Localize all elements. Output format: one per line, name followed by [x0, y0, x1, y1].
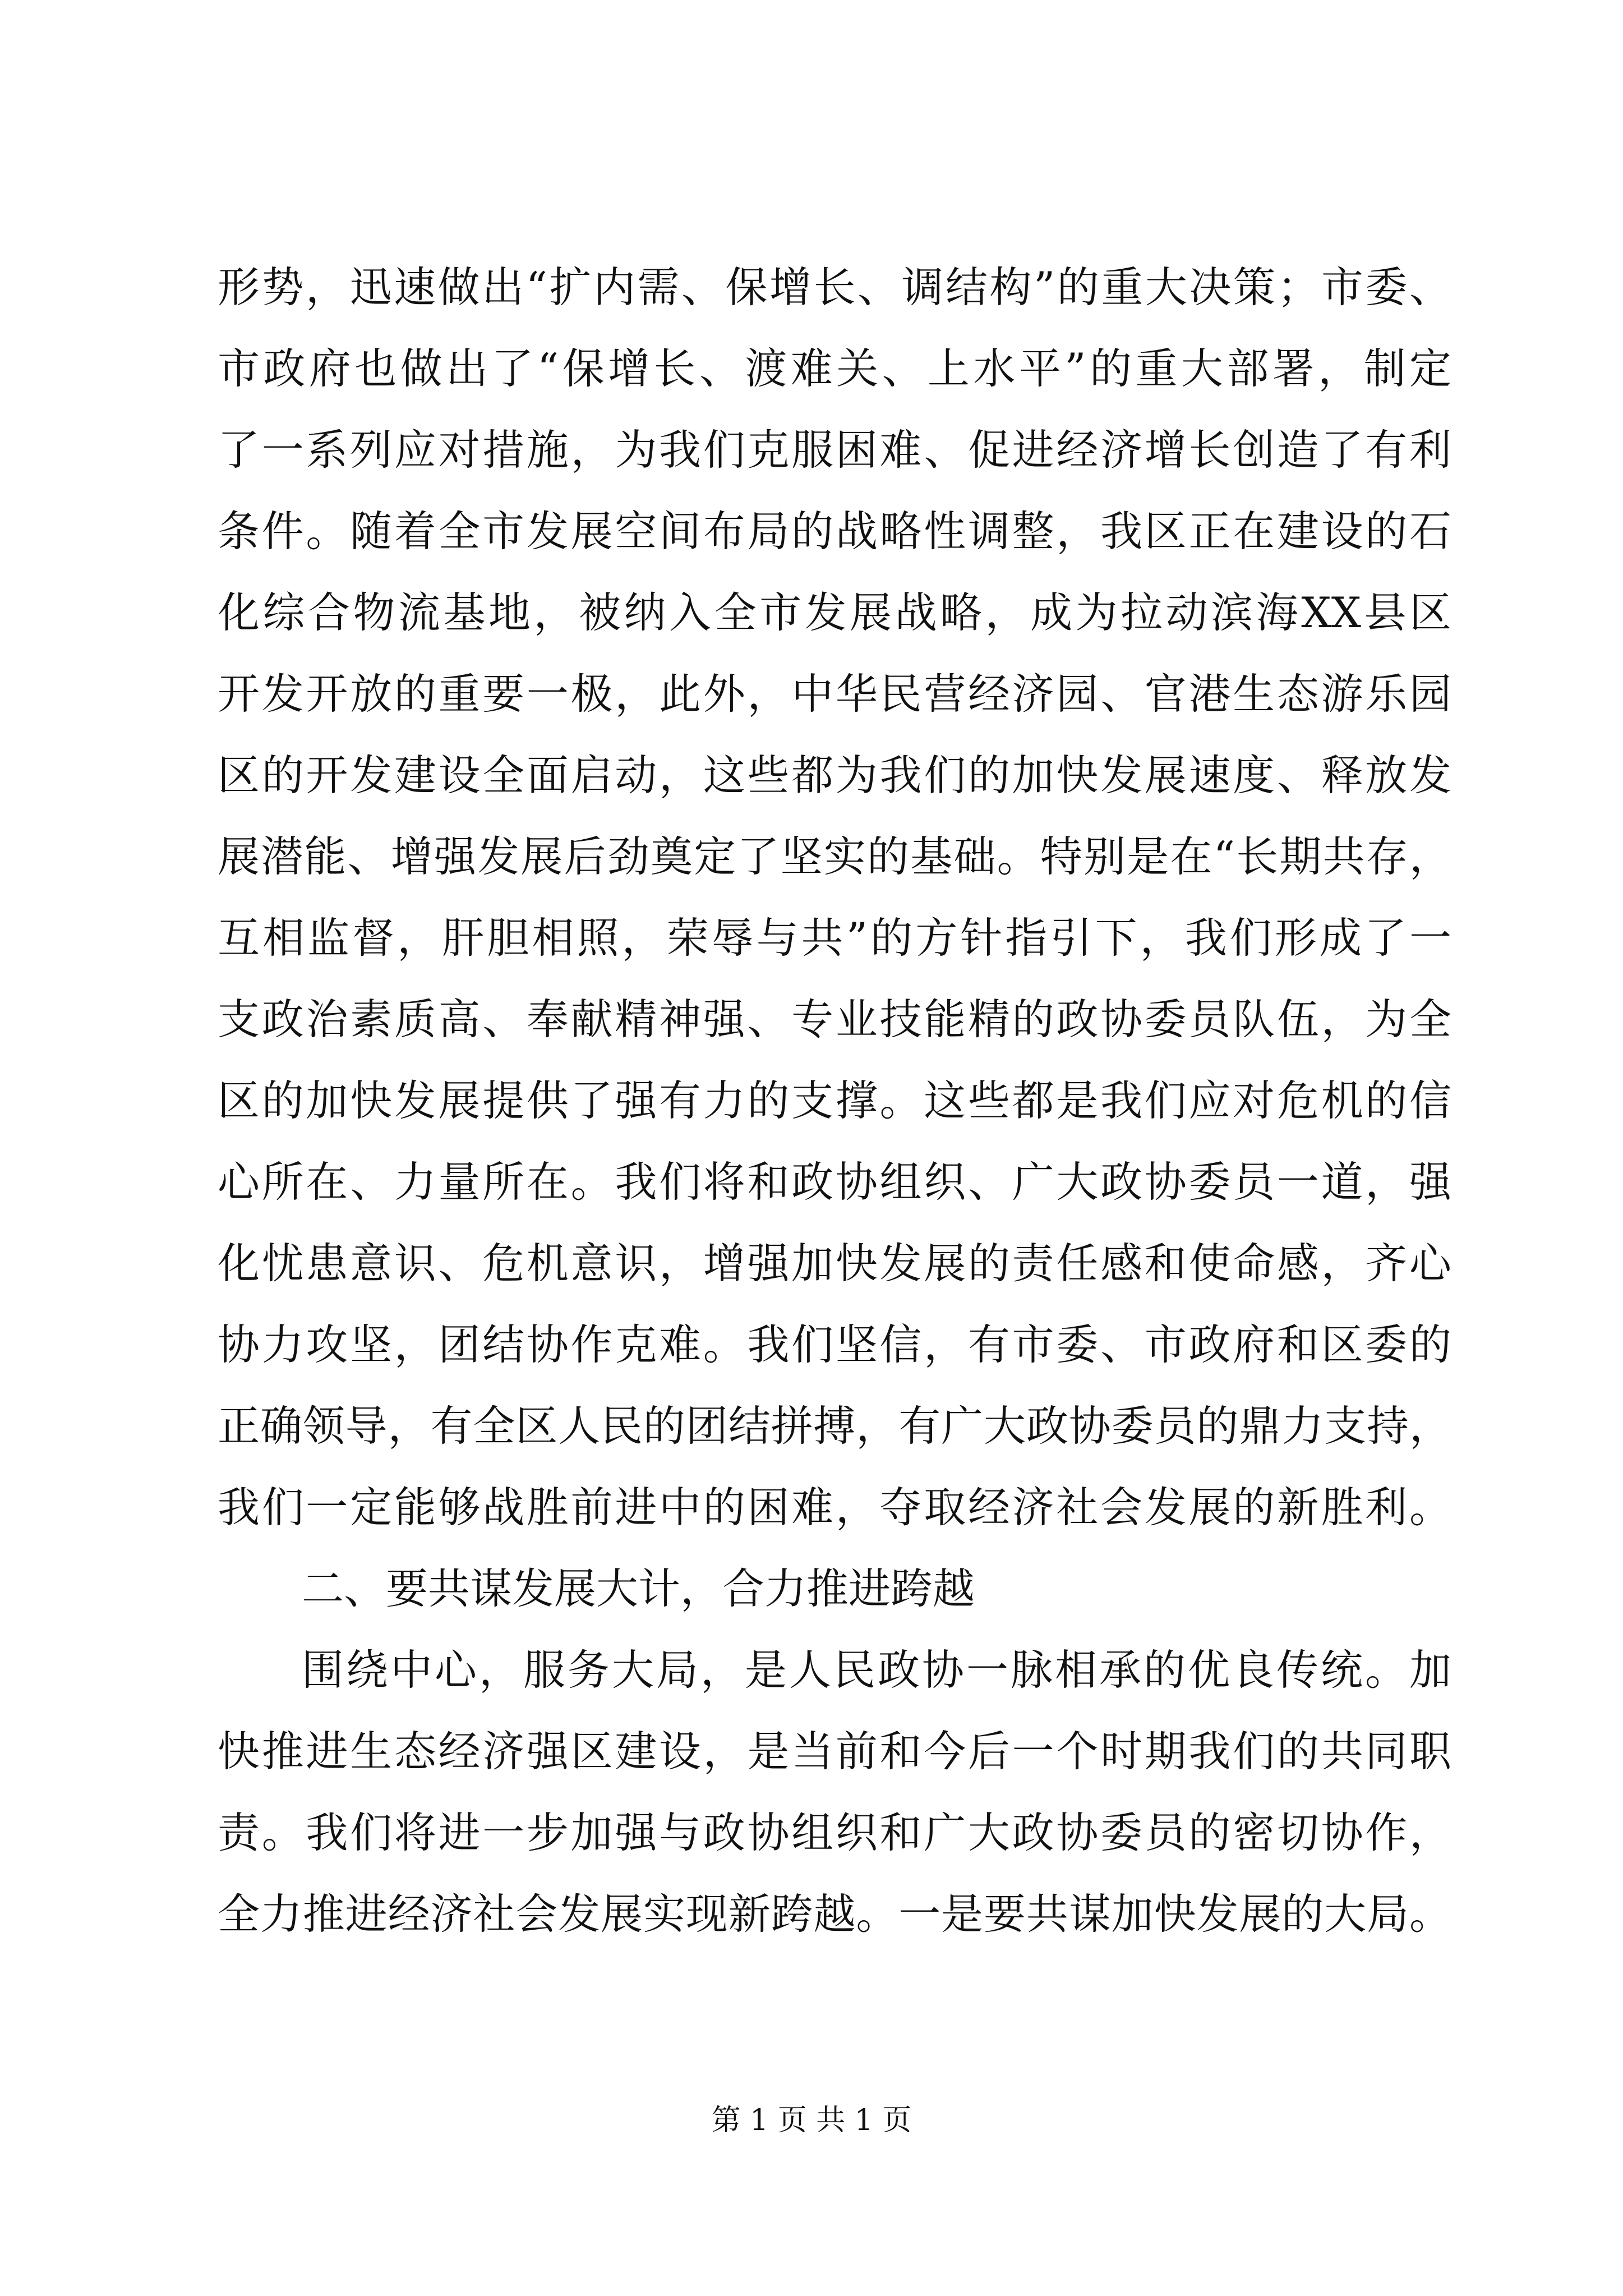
text-line-9: 互相监督，肝胆相照，荣辱与共”的方针指引下，我们形成了一	[218, 913, 1451, 963]
text-line-11: 区的加快发展提供了强有力的支撑。这些都是我们应对危机的信	[218, 1076, 1451, 1125]
text-line-7: 区的开发建设全面启动，这些都为我们的加快发展速度、释放发	[218, 751, 1451, 800]
text-line-16: 我们一定能够战胜前进中的困难，夺取经济社会发展的新胜利。	[218, 1483, 1451, 1532]
section-heading: 二、要共谋发展大计，合力推进跨越	[302, 1564, 975, 1613]
text-line-4: 条件。随着全市发展空间布局的战略性调整，我区正在建设的石	[218, 507, 1451, 556]
page-footer: 第 1 页 共 1 页	[711, 2104, 912, 2137]
text-line-3: 了一系列应对措施，为我们克服困难、促进经济增长创造了有利	[218, 425, 1451, 475]
text-line-13: 化忧患意识、危机意识，增强加快发展的责任感和使命感，齐心	[218, 1239, 1451, 1288]
text-line-19: 快推进生态经济强区建设，是当前和今后一个时期我们的共同职	[218, 1727, 1451, 1776]
text-line-10: 支政治素质高、奉献精神强、专业技能精的政协委员队伍，为全	[218, 995, 1451, 1044]
text-line-14: 协力攻坚，团结协作克难。我们坚信，有市委、市政府和区委的	[218, 1320, 1451, 1369]
text-line-15: 正确领导，有全区人民的团结拼搏，有广大政协委员的鼎力支持，	[218, 1401, 1451, 1451]
text-line-5: 化综合物流基地，被纳入全市发展战略，成为拉动滨海XX县区	[218, 588, 1451, 637]
text-line-12: 心所在、力量所在。我们将和政协组织、广大政协委员一道，强	[218, 1157, 1451, 1207]
text-line-6: 开发开放的重要一极，此外，中华民营经济园、官港生态游乐园	[218, 669, 1451, 719]
text-line-20: 责。我们将进一步加强与政协组织和广大政协委员的密切协作，	[218, 1808, 1451, 1857]
text-line-8: 展潜能、增强发展后劲奠定了坚实的基础。特别是在“长期共存，	[218, 832, 1451, 881]
text-line-21: 全力推进经济社会发展实现新跨越。一是要共谋加快发展的大局。	[218, 1889, 1451, 1939]
body-text	[218, 247, 1451, 1955]
text-line-1: 形势，迅速做出“扩内需、保增长、调结构”的重大决策；市委、	[218, 263, 1451, 312]
text-line-2: 市政府也做出了“保增长、渡难关、上水平”的重大部署，制定	[218, 344, 1451, 393]
text-line-18: 围绕中心，服务大局，是人民政协一脉相承的优良传统。加	[302, 1645, 1451, 1695]
